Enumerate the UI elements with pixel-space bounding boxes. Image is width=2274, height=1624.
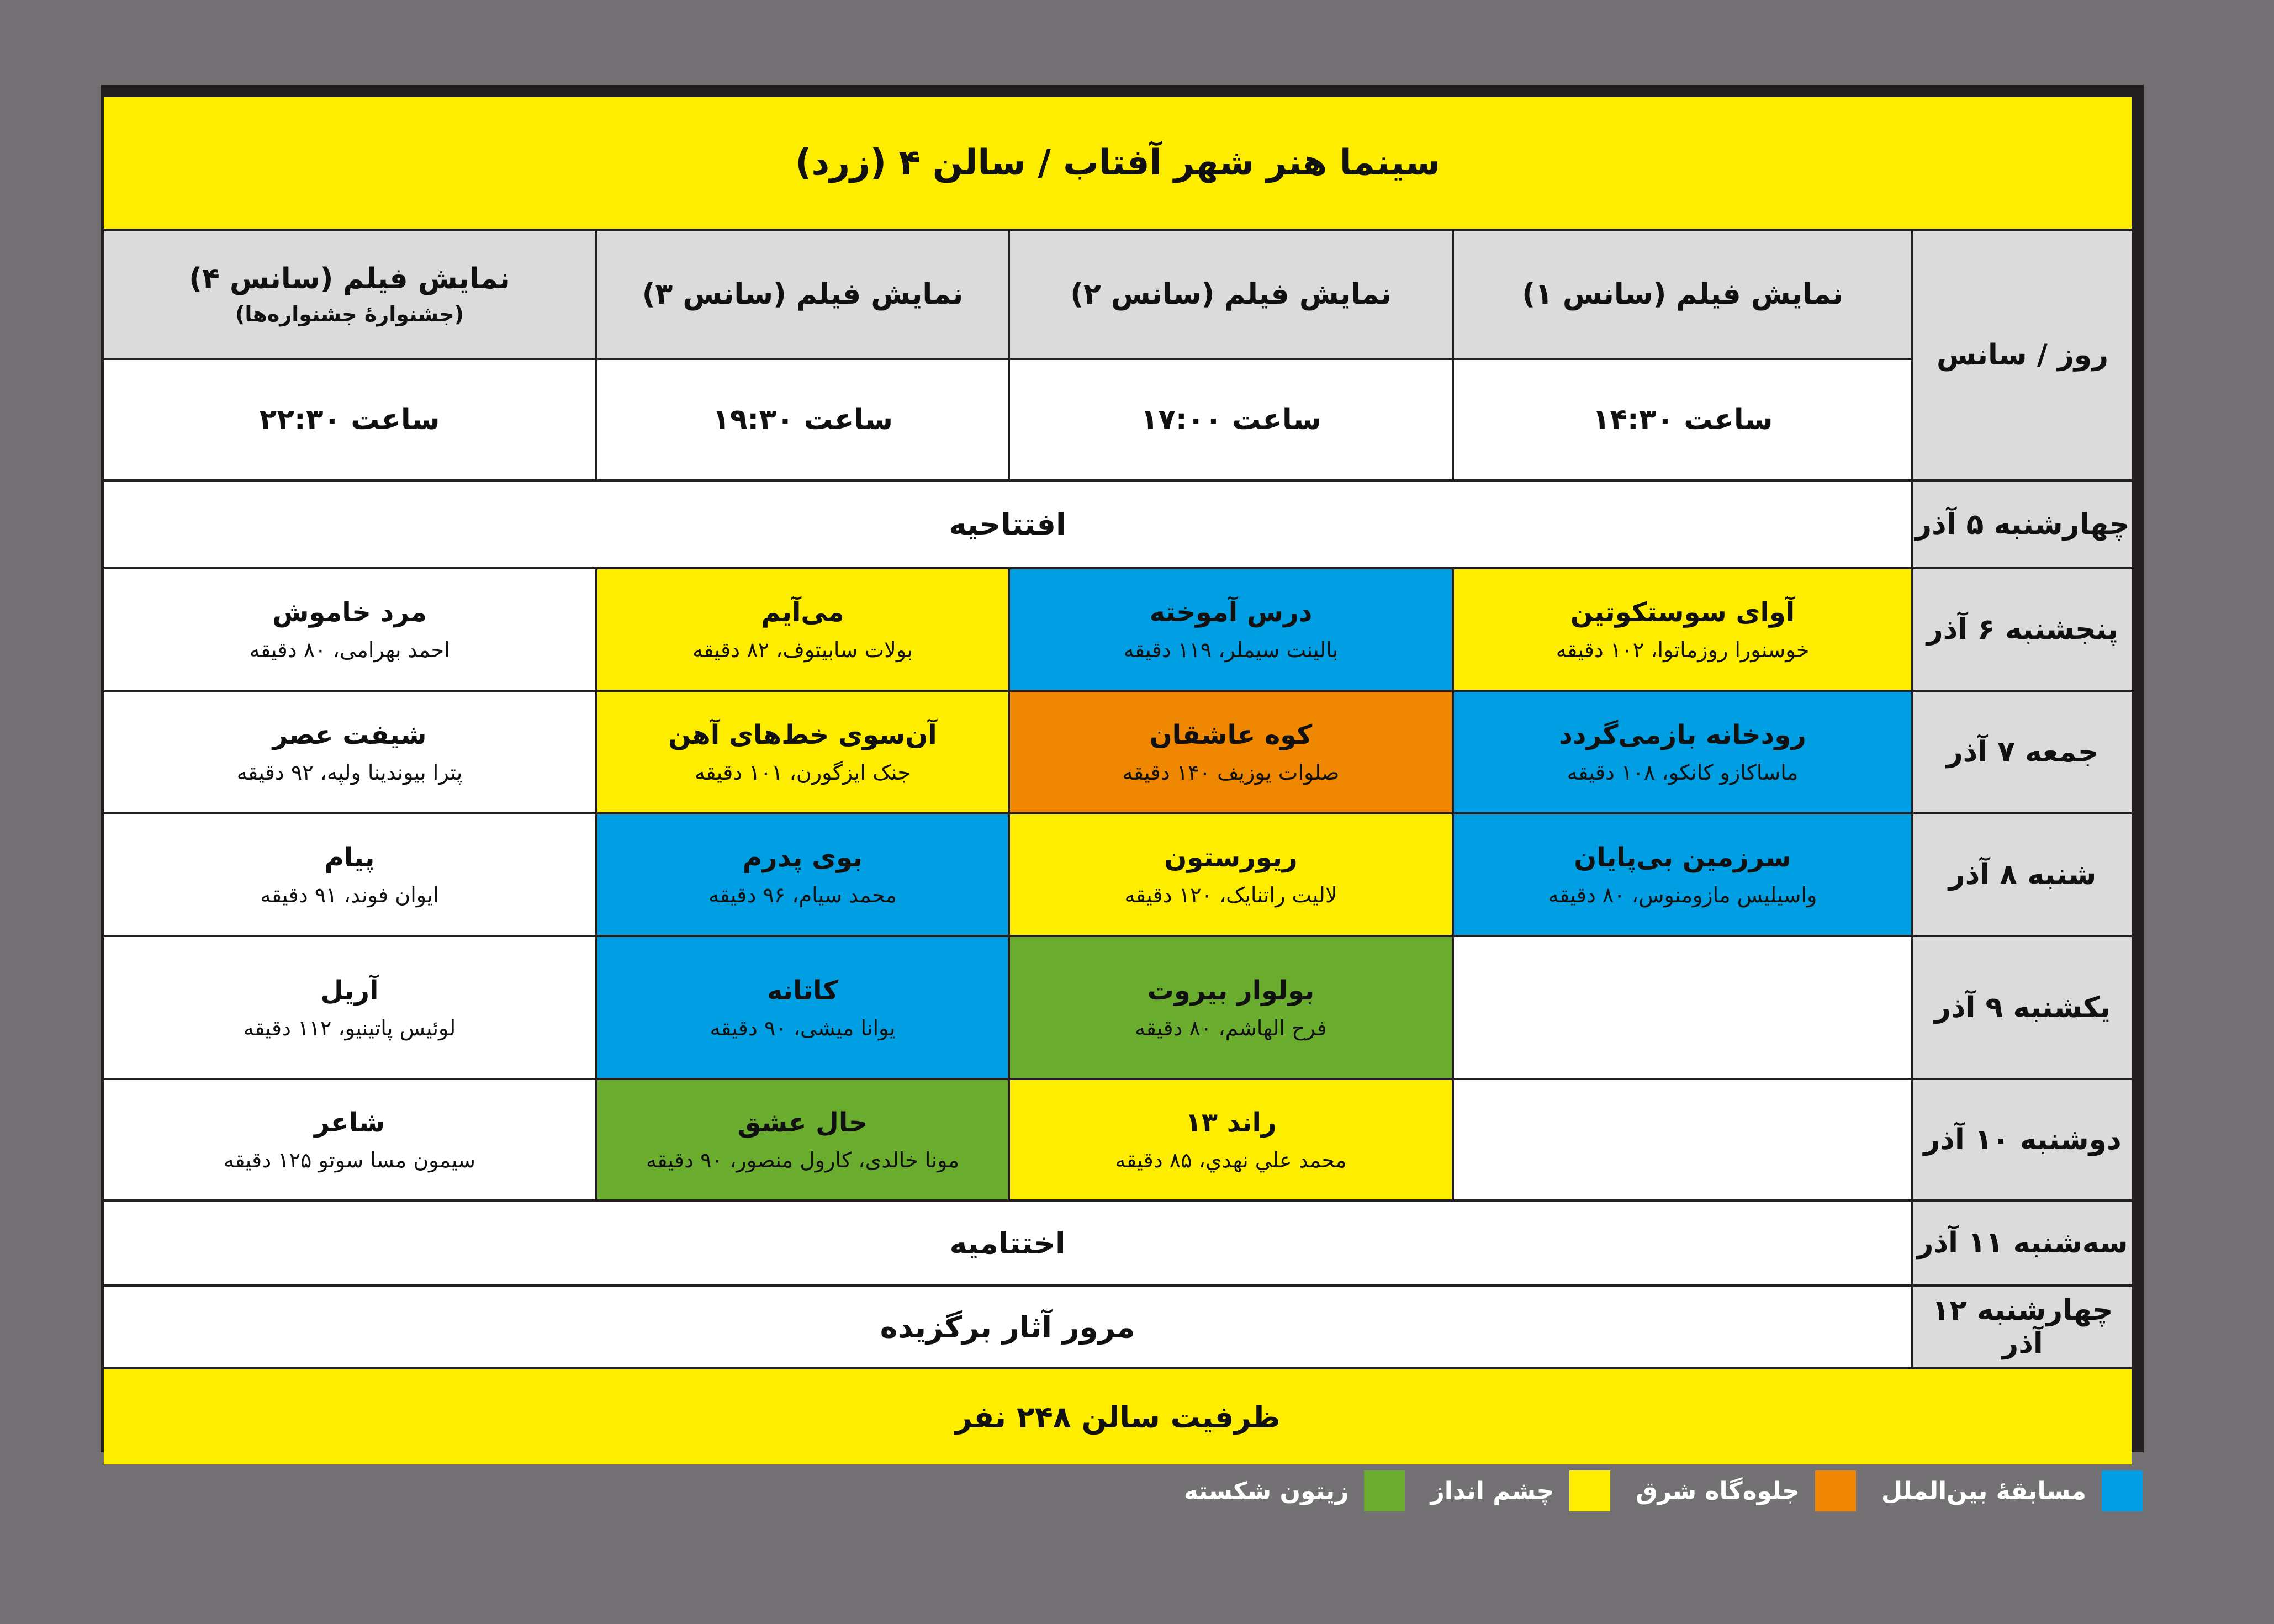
film-info: مونا خالدی، کارول منصور، ۹۰ دقیقه	[646, 1148, 960, 1172]
film-info: جنک ایزگورن، ۱۰۱ دقیقه	[695, 760, 911, 785]
empty-cell	[1454, 937, 1911, 1078]
selected-works-review: مرور آثار برگزیده	[104, 1287, 1911, 1367]
screening-2-time: ساعت ۱۷:۰۰	[1010, 360, 1452, 479]
day-column-header: روز / سانس	[1913, 231, 2132, 479]
film-title: رودخانه بازمی‌گردد	[1559, 720, 1806, 750]
film-info: سیمون مسا سوتو ۱۲۵ دقیقه	[223, 1148, 476, 1172]
screening-2-header	[1010, 231, 1452, 358]
film-title: بوی پدرم	[742, 842, 863, 873]
film-cell	[104, 814, 595, 935]
page-title: سینما هنر شهر آفتاب / سالن ۴ (زرد)	[104, 97, 2132, 229]
film-title: کاتانه	[766, 975, 839, 1006]
film-title: شیفت عصر	[272, 720, 427, 750]
screening-4-note: (جشنوارهٔ جشنواره‌ها)	[235, 302, 464, 326]
film-title: پیام	[324, 842, 375, 873]
opening-ceremony: افتتاحیه	[104, 482, 1911, 567]
film-cell	[1454, 569, 1911, 690]
legend-label: مسابقهٔ بین‌الملل	[1881, 1477, 2086, 1505]
film-info: بالینت سیملر، ۱۱۹ دقیقه	[1123, 638, 1339, 662]
day-label: چهارشنبه ۱۲ آذر	[1913, 1287, 2132, 1367]
day-label: سه‌شنبه ۱۱ آذر	[1913, 1202, 2132, 1284]
film-info: بولات سابیتوف، ۸۲ دقیقه	[692, 638, 913, 662]
legend-label: جلوه‌گاه شرق	[1636, 1477, 1800, 1505]
film-cell	[597, 692, 1008, 812]
schedule-frame	[101, 85, 2144, 1452]
empty-cell	[1454, 1080, 1911, 1199]
film-title: کوه عاشقان	[1149, 720, 1313, 750]
day-label: چهارشنبه ۵ آذر	[1913, 482, 2132, 567]
film-cell	[1454, 692, 1911, 812]
film-title: آریل	[320, 975, 379, 1006]
schedule-table	[113, 97, 2132, 1440]
screening-4-label: نمایش فیلم (سانس ۴)	[189, 262, 510, 295]
film-cell	[104, 1080, 595, 1199]
film-title: بولوار بیروت	[1147, 975, 1315, 1006]
film-title: آوای سوستکوتین	[1570, 597, 1795, 628]
legend-swatch	[1364, 1470, 1405, 1511]
film-info: محمد سیام، ۹۶ دقیقه	[708, 883, 897, 907]
screening-4-header	[104, 231, 595, 358]
film-info: لالیت راتنایک، ۱۲۰ دقیقه	[1124, 883, 1337, 907]
legend	[1127, 1469, 2143, 1513]
hall-capacity: ظرفیت سالن ۲۴۸ نفر	[104, 1369, 2132, 1464]
film-cell	[1454, 814, 1911, 935]
film-cell	[104, 569, 595, 690]
film-title: حال عشق	[737, 1107, 868, 1138]
closing-ceremony: اختتامیه	[104, 1202, 1911, 1284]
film-cell	[104, 692, 595, 812]
legend-item	[1184, 1470, 1405, 1511]
film-cell	[1010, 569, 1452, 690]
day-label: پنجشنبه ۶ آذر	[1913, 569, 2132, 690]
legend-swatch	[1569, 1470, 1610, 1511]
day-label: شنبه ۸ آذر	[1913, 814, 2132, 935]
film-title: ریورستون	[1164, 842, 1298, 873]
screening-3-label: نمایش فیلم (سانس ۳)	[642, 278, 964, 311]
film-title: راند ۱۳	[1185, 1107, 1277, 1138]
screening-1-time: ساعت ۱۴:۳۰	[1454, 360, 1911, 479]
film-cell	[1010, 1080, 1452, 1199]
film-info: واسیلیس مازومنوس، ۸۰ دقیقه	[1548, 883, 1817, 907]
film-cell	[597, 814, 1008, 935]
film-info: ایوان فوند، ۹۱ دقیقه	[260, 883, 439, 907]
legend-item	[1881, 1470, 2143, 1511]
film-info: محمد علي نهدي، ۸۵ دقیقه	[1115, 1148, 1347, 1172]
film-title: سرزمین بی‌پایان	[1574, 842, 1791, 873]
screening-1-label: نمایش فیلم (سانس ۱)	[1522, 278, 1843, 311]
film-title: می‌آیم	[761, 597, 844, 628]
screening-3-time: ساعت ۱۹:۳۰	[597, 360, 1008, 479]
day-label: یکشنبه ۹ آذر	[1913, 937, 2132, 1078]
legend-item	[1430, 1470, 1610, 1511]
legend-label: زیتون شکسته	[1183, 1477, 1349, 1505]
film-info: پترا بیوندینا ولپه، ۹۲ دقیقه	[236, 760, 463, 785]
screening-1-header	[1454, 231, 1911, 358]
legend-swatch	[1815, 1470, 1856, 1511]
film-info: فرح الهاشم، ۸۰ دقیقه	[1135, 1015, 1327, 1040]
film-cell	[597, 937, 1008, 1078]
film-info: احمد بهرامی، ۸۰ دقیقه	[249, 638, 450, 662]
legend-item	[1636, 1470, 1856, 1511]
legend-label: چشم انداز	[1430, 1477, 1554, 1505]
legend-swatch	[2102, 1470, 2143, 1511]
film-title: شاعر	[314, 1107, 385, 1138]
film-cell	[1010, 937, 1452, 1078]
film-title: درس آموخته	[1149, 597, 1313, 628]
film-cell	[104, 937, 595, 1078]
film-cell	[597, 1080, 1008, 1199]
film-cell	[1010, 692, 1452, 812]
screening-4-time: ساعت ۲۲:۳۰	[104, 360, 595, 479]
film-title: مرد خاموش	[272, 597, 427, 628]
film-info: ماساکازو کانکو، ۱۰۸ دقیقه	[1567, 760, 1799, 785]
screening-2-label: نمایش فیلم (سانس ۲)	[1070, 278, 1392, 311]
film-title: آن‌سوی خط‌های آهن	[668, 720, 937, 750]
film-cell	[1010, 814, 1452, 935]
film-info: صلوات یوزیف ۱۴۰ دقیقه	[1122, 760, 1340, 785]
day-label: جمعه ۷ آذر	[1913, 692, 2132, 812]
day-label: دوشنبه ۱۰ آذر	[1913, 1080, 2132, 1199]
film-info: لوئیس پاتینیو، ۱۱۲ دقیقه	[243, 1015, 456, 1040]
film-info: خوسنورا روزماتوا، ۱۰۲ دقیقه	[1556, 638, 1810, 662]
film-cell	[597, 569, 1008, 690]
screening-3-header	[597, 231, 1008, 358]
film-info: یوانا میشی، ۹۰ دقیقه	[710, 1015, 896, 1040]
